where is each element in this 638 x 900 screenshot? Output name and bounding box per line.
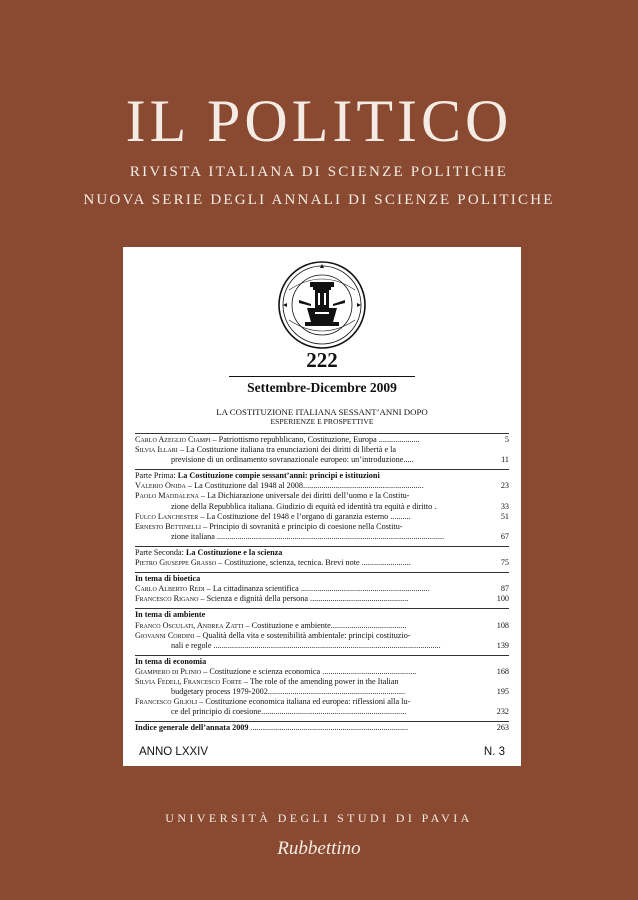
toc-title: – Patriottismo repubblicano, Costituzione, Europa .................... bbox=[210, 435, 420, 444]
toc-section-economia bbox=[135, 655, 509, 718]
toc-entry bbox=[135, 455, 509, 465]
toc-entry bbox=[135, 697, 509, 707]
toc-title: – Costituzione economica italiana ed europea: riflessioni alla lu- bbox=[197, 697, 411, 707]
toc-entry bbox=[135, 435, 509, 445]
toc-author: Ernesto Bettinelli bbox=[135, 521, 202, 531]
cover-title: IL POLITICO bbox=[125, 88, 513, 154]
toc-entry bbox=[135, 502, 509, 512]
toc-author: Francesco Rigano bbox=[135, 594, 199, 604]
section-label: Parte Prima: bbox=[135, 471, 178, 481]
toc-entry bbox=[135, 584, 509, 594]
table-of-contents bbox=[135, 433, 509, 733]
toc-section-index bbox=[135, 721, 509, 733]
toc-section-heading: In tema di ambiente bbox=[135, 610, 206, 620]
toc-entry bbox=[135, 445, 509, 455]
toc-page: 87 bbox=[500, 584, 509, 594]
toc-entry bbox=[135, 641, 509, 651]
section-title: La Costituzione compie sessant’anni: principi e istituzioni bbox=[177, 471, 380, 481]
theme-heading bbox=[123, 407, 521, 427]
section-title: La Costituzione e la scienza bbox=[185, 547, 283, 557]
divider bbox=[229, 376, 415, 377]
toc-page: 11 bbox=[501, 455, 509, 465]
toc-title: nali e regole ............................................................................................................... bbox=[171, 640, 441, 650]
toc-entry bbox=[135, 481, 509, 491]
toc-author: Paolo Maddalena bbox=[135, 491, 199, 501]
toc-section-heading bbox=[135, 548, 509, 558]
cover-subtitle-2: NUOVA SERIE DEGLI ANNALI DI SCIENZE POLITICHE bbox=[83, 192, 555, 208]
toc-section-heading bbox=[135, 471, 509, 481]
issue-footer bbox=[139, 746, 505, 758]
toc-author: Giovanni Cordini bbox=[135, 630, 195, 640]
toc-entry bbox=[135, 707, 509, 717]
toc-author: Carlo Alberto Redi bbox=[135, 584, 205, 594]
toc-page: 232 bbox=[496, 707, 509, 717]
toc-page: 23 bbox=[500, 481, 509, 491]
issue-number: 222 bbox=[306, 348, 338, 372]
toc-author: Pietro Giuseppe Grasso bbox=[135, 558, 217, 568]
toc-title: – Costituzione e scienza economica .............................................. bbox=[201, 666, 417, 676]
toc-page: 168 bbox=[496, 666, 509, 676]
toc-entry bbox=[135, 687, 509, 697]
theme-title: LA COSTITUZIONE ITALIANA SESSANT’ANNI DOPO bbox=[216, 407, 428, 417]
toc-author: Franco Osculati, Andrea Zatti bbox=[135, 620, 244, 630]
contents-panel bbox=[123, 247, 521, 766]
toc-title: – The role of the amending power in the Italian bbox=[241, 676, 399, 686]
toc-author: Francesco Gilioli bbox=[135, 697, 198, 707]
toc-section-heading: In tema di bioetica bbox=[135, 574, 201, 584]
toc-author: Silvia Fedeli, Francesco Forte bbox=[135, 676, 242, 686]
toc-page: 5 bbox=[504, 435, 509, 444]
toc-page: 263 bbox=[496, 723, 509, 733]
toc-title: – La Costituzione dal 1948 al 2008........................................................... bbox=[185, 481, 424, 491]
toc-page: 67 bbox=[500, 531, 509, 541]
issue-label: N. 3 bbox=[483, 746, 505, 758]
toc-title: – La Costituzione italiana tra enunciazioni dei diritti di libertà e la bbox=[177, 445, 397, 455]
toc-section-bioetica bbox=[135, 572, 509, 604]
toc-entry bbox=[135, 677, 509, 687]
toc-entry bbox=[135, 631, 509, 641]
toc-page: 139 bbox=[496, 640, 509, 650]
toc-title: – La cittadinanza scientifica ............................................................... bbox=[204, 584, 430, 594]
toc-section-intro bbox=[135, 433, 509, 465]
toc-author: Silvia Illari bbox=[135, 445, 178, 455]
section-label: Parte Seconda: bbox=[135, 547, 186, 557]
university-seal-icon bbox=[277, 260, 367, 350]
toc-title: – Qualità della vita e sostenibilità ambientale: principi costituzio- bbox=[194, 630, 411, 640]
toc-title: zione italiana ............................................................................................................... bbox=[171, 531, 445, 541]
toc-entry bbox=[135, 621, 509, 631]
university-name: UNIVERSITÀ DEGLI STUDI DI PAVIA bbox=[165, 811, 473, 825]
toc-entry bbox=[135, 512, 509, 522]
toc-section-part2 bbox=[135, 546, 509, 568]
toc-author: Fulco Lanchester bbox=[135, 511, 199, 521]
toc-title: previsione di un ordinamento sovranazionale europeo: un’introduzione..... bbox=[171, 455, 414, 465]
toc-page: 33 bbox=[500, 501, 509, 511]
toc-entry bbox=[135, 667, 509, 677]
toc-title: budgetary process 1979-2002................................................................... bbox=[171, 687, 406, 697]
toc-section-heading: In tema di economia bbox=[135, 656, 207, 666]
toc-page: 100 bbox=[496, 594, 509, 604]
toc-dots: ............................................................................. bbox=[248, 723, 409, 733]
toc-entry bbox=[135, 522, 509, 532]
toc-title: zione della Repubblica italiana. Giudizio di equità ed identità tra equità e diritto . bbox=[171, 501, 437, 511]
toc-title: Indice generale dell’annata 2009 bbox=[135, 723, 249, 733]
toc-author: Valerio Onida bbox=[135, 481, 186, 491]
issue-date: Settembre-Dicembre 2009 bbox=[247, 380, 397, 395]
toc-entry bbox=[135, 723, 509, 733]
toc-title: ce del principio di coesione....................................................................... bbox=[171, 707, 407, 717]
toc-entry bbox=[135, 491, 509, 501]
toc-page: 75 bbox=[500, 558, 509, 568]
publisher-name: Rubbettino bbox=[277, 838, 361, 859]
toc-author: Giampiero di Plinio bbox=[135, 666, 202, 676]
toc-title: – Scienza e dignità della persona ................................................ bbox=[198, 594, 409, 604]
toc-page: 51 bbox=[500, 511, 509, 521]
toc-page: 108 bbox=[496, 620, 509, 630]
toc-title: – Costituzione, scienza, tecnica. Brevi note ........................ bbox=[216, 558, 411, 568]
toc-entry bbox=[135, 594, 509, 604]
theme-subtitle: ESPERIENZE E PROSPETTIVE bbox=[270, 417, 374, 426]
toc-section-part1 bbox=[135, 469, 509, 542]
toc-title: – Costituzione e ambiente..................................... bbox=[243, 620, 407, 630]
toc-author: Carlo Azeglio Ciampi bbox=[135, 435, 211, 444]
year-label: ANNO LXXIV bbox=[139, 746, 209, 758]
toc-title: – Principio di sovranità e principio di coesione nella Costitu- bbox=[201, 521, 403, 531]
toc-page: 195 bbox=[496, 687, 509, 697]
toc-entry bbox=[135, 558, 509, 568]
toc-entry bbox=[135, 532, 509, 542]
toc-section-ambiente bbox=[135, 608, 509, 650]
cover-subtitle-1: RIVISTA ITALIANA DI SCIENZE POLITICHE bbox=[129, 164, 509, 180]
toc-title: – La Dichiarazione universale dei diritti dell’uomo e la Costitu- bbox=[198, 491, 410, 501]
toc-title: – La Costituzione del 1948 e l’organo di garanzia esterno .......... bbox=[198, 511, 411, 521]
